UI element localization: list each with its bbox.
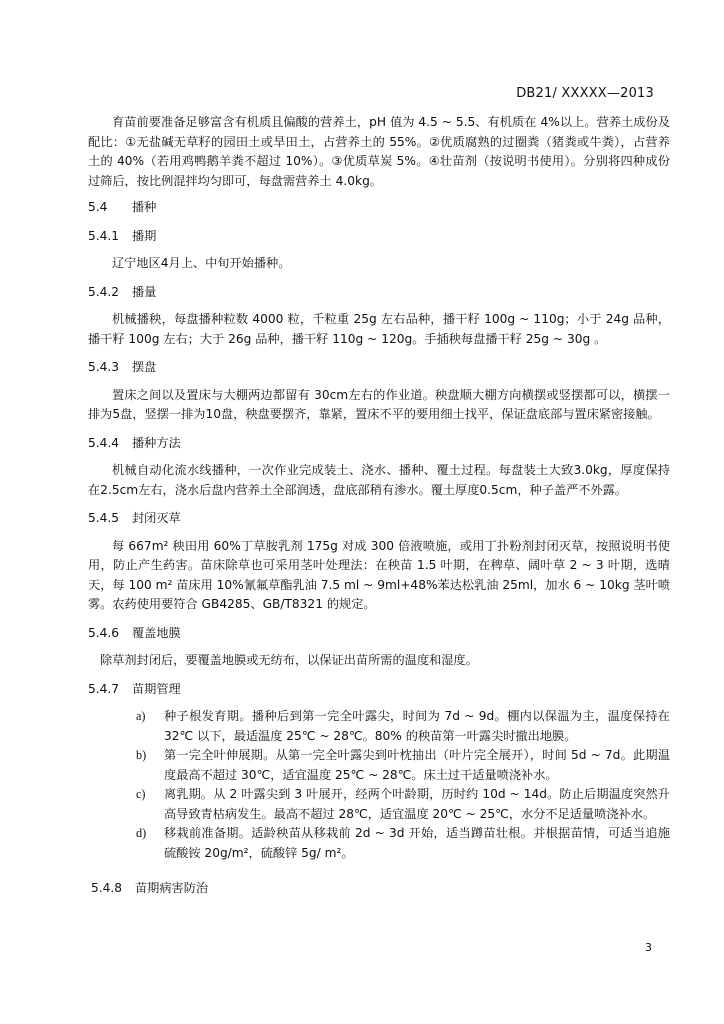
doc-code-header: DB21/ XXXXX—2013 xyxy=(516,86,654,101)
section-body: 除草剂封闭后，要覆盖地膜或无纺布，以保证出苗所需的温度和湿度。 xyxy=(100,653,478,667)
section-body: 每 667m² 秧田用 60%丁草胺乳剂 175g 对成 300 倍液喷施，或用丁扑粉剂封闭灭草，按照说明书使用，防止产生药害。苗床除草也可采用茎叶处理法：在秧苗 1.5 叶期，在稗草、阔叶草 2 ~ 3 叶期，选晴天，每 100 m² 苗床用 10%氰氟草酯乳油 7.5 ml ~ 9ml+48%苯达松乳油 25ml，加水 6 ~ 10kg 茎叶喷雾。农药使用要符合 GB4285、GB/T8321 的规定。 xyxy=(88,538,670,611)
section-title: 苗期病害防治 xyxy=(135,881,209,895)
section-number: 5.4.7 xyxy=(88,681,120,696)
section-body: 置床之间以及置床与大棚两边都留有 30cm左右的作业道。秧盘顺大棚方向横摆或竖摆都可以，横摆一排为5盘，竖摆一排为10盘，秧盘要摆齐，靠紧，置床不平的要用细土找平，保证盘底部与置床紧密接触。 xyxy=(88,387,670,421)
section-title: 播种 xyxy=(132,200,157,214)
section-body: 辽宁地区4月上、中旬开始播种。 xyxy=(112,256,291,270)
section-heading xyxy=(88,227,670,247)
page-number: 3 xyxy=(645,941,652,954)
section-heading xyxy=(88,358,670,378)
intro-paragraph: 育苗前要准备足够富含有机质且偏酸的营养土，pH 值为 4.5 ~ 5.5、有机质在 4%以上。营养土成份及配比：①无盐碱无草籽的园田土或旱田土，占营养土的 55%。②优质腐熟的过圈粪（猪粪或牛粪），占营养土的 40%（若用鸡鸭鹅羊粪不超过 10%）。③优质草炭 5%。④壮苗剂（按说明书使用）。分别将四种成份过筛后，按比例混拌均匀即可，每盘需营养土 4.0kg。 xyxy=(88,115,670,188)
list-marker: c) xyxy=(136,787,146,801)
section-title: 播期 xyxy=(132,228,157,243)
section-heading xyxy=(88,198,670,218)
section-title: 摆盘 xyxy=(132,360,157,374)
section-number: 5.4.4 xyxy=(88,435,120,450)
section-heading xyxy=(88,680,670,700)
list-item xyxy=(88,785,670,824)
list-marker: a) xyxy=(136,709,146,723)
list-item-text: 移栽前准备期。适龄秧苗从移栽前 2d ~ 3d 开始，适当蹲苗壮根。并根据苗情，可适当追施硫酸铵 20g/m²，硫酸锌 5g/ m²。 xyxy=(164,826,670,860)
section-number: 5.4.6 xyxy=(88,625,120,640)
section-number: 5.4.3 xyxy=(88,360,120,374)
list-item-text: 离乳期。从 2 叶露尖到 3 叶展开，经两个叶龄期，历时约 10d ~ 14d。防止后期温度突然升高导致青枯病发生。最高不超过 28℃，适宜温度 20℃ ~ 25℃，水分不足适量喷浇补水。 xyxy=(164,787,670,821)
list-item xyxy=(88,707,670,746)
section-number: 5.4.8 xyxy=(91,881,123,895)
section-title: 封闭灭草 xyxy=(132,511,181,525)
document-body xyxy=(88,113,670,907)
section-heading xyxy=(88,283,670,303)
section-heading xyxy=(88,509,670,529)
section-body: 机械自动化流水线播种，一次作业完成装土、浇水、播种、覆土过程。每盘装土大致3.0kg，厚度保持在2.5cm左右，浇水后盘内营养土全部润透，盘底部稍有渗水。覆土厚度0.5cm，种子盖严不外露。 xyxy=(88,463,670,497)
section-title: 苗期管理 xyxy=(132,681,181,696)
list-item xyxy=(88,746,670,785)
section-number: 5.4.2 xyxy=(88,284,120,299)
section-number: 5.4.5 xyxy=(88,511,120,525)
list-marker: d) xyxy=(136,826,147,840)
section-heading xyxy=(88,879,670,899)
section-title: 播量 xyxy=(132,284,157,299)
section-heading xyxy=(88,624,670,644)
section-body: 机械播秧，每盘播种粒数 4000 粒，千粒重 25g 左右品种，播干籽 100g ~ 110g；小于 24g 品种，播干籽 100g 左右；大于 26g 品种，播干籽 110g ~ 120g。手插秧每盘播干籽 25g ~ 30g 。 xyxy=(88,312,670,346)
section-number: 5.4.1 xyxy=(88,228,120,243)
list-item-text: 种子根发育期。播种后到第一完全叶露尖，时间为 7d ~ 9d。棚内以保温为主，温度保持在 32℃ 以下，最适温度 25℃ ~ 28℃。80% 的秧苗第一叶露尖时撤出地膜。 xyxy=(164,709,670,743)
list-item xyxy=(88,824,670,863)
list-marker: b) xyxy=(136,748,147,762)
section-heading xyxy=(88,434,670,454)
section-title: 播种方法 xyxy=(132,435,181,450)
section-number: 5.4 xyxy=(88,200,108,214)
section-title: 覆盖地膜 xyxy=(132,625,181,640)
seedling-stage-list xyxy=(88,707,670,863)
list-item-text: 第一完全叶伸展期。从第一完全叶露尖到叶枕抽出（叶片完全展开），时间 5d ~ 7d。此期温度最高不超过 30℃，适宜温度 25℃ ~ 28℃。床土过干适量喷浇补水。 xyxy=(164,748,670,782)
